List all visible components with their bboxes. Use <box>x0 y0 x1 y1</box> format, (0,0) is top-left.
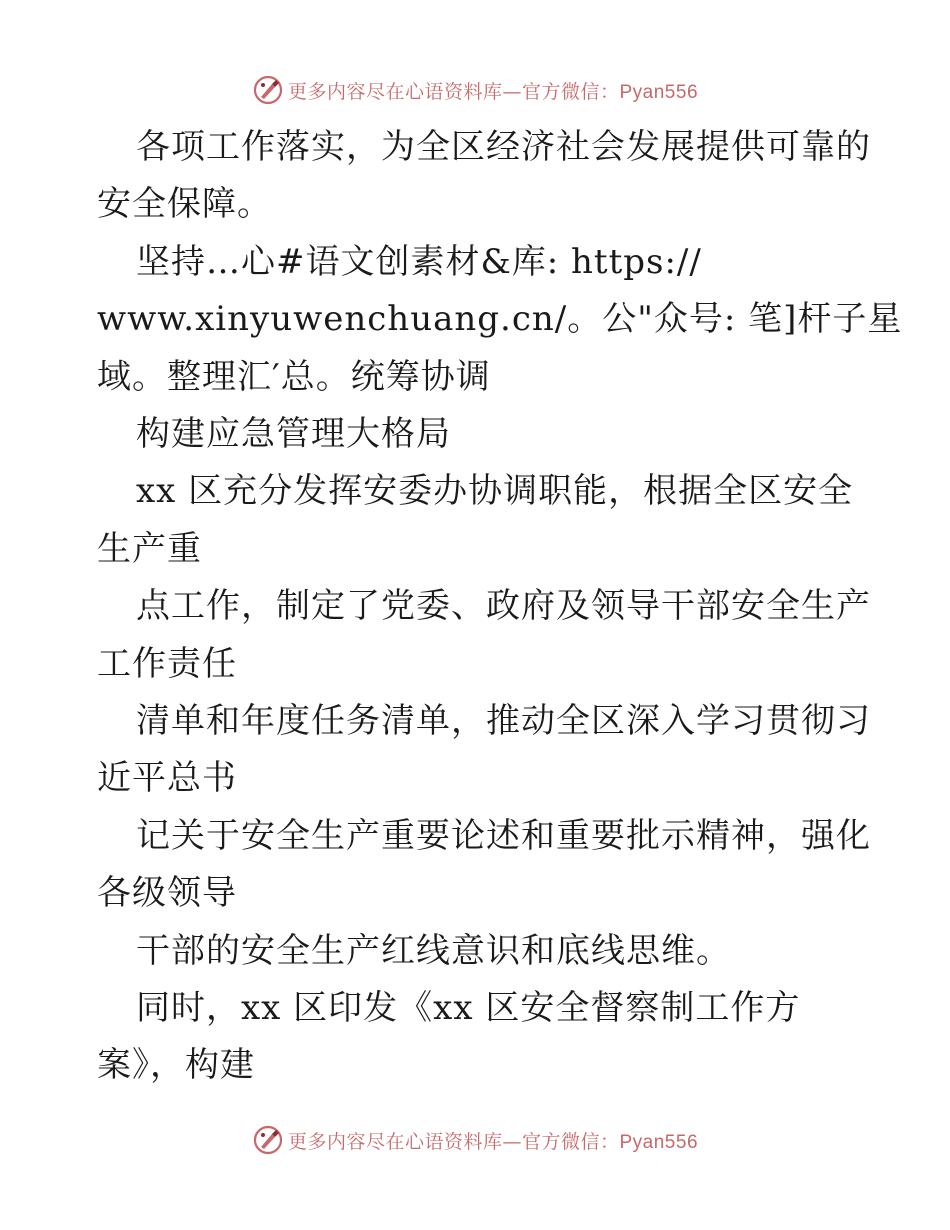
document-line: 构建应急管理大格局 <box>136 414 451 454</box>
document-line: 域。整理汇′总。统筹协调 <box>97 356 491 397</box>
banner-text <box>288 1127 698 1154</box>
footer-banner <box>0 1120 950 1160</box>
document-line: 近平总书 <box>97 758 237 799</box>
document-line: 工作责任 <box>97 643 237 684</box>
document-line: 清单和年度任务清单，推动全区深入学习贯彻习 <box>136 701 871 741</box>
banner-title: 更多内容尽在心语资料库—官方微信： <box>287 80 620 103</box>
document-line: 生产重 <box>97 528 202 569</box>
document-line: 安全保障。 <box>97 184 272 225</box>
banner-wechat-id: Pyan556 <box>619 81 699 103</box>
document-line: 各项工作落实，为全区经济社会发展提供可靠的 <box>136 127 871 167</box>
banner-wechat-id: Pyan556 <box>619 1131 699 1153</box>
document-line: 干部的安全生产红线意识和底线思维。 <box>136 930 731 971</box>
document-line: 点工作，制定了党委、政府及领导干部安全生产 <box>136 586 871 627</box>
document-line: 坚持…心#语文创素材&库: https:// <box>136 241 702 282</box>
document-line: www.xinyuwenchuang.cn/。公"众号: 笔]杆子星 <box>97 299 903 340</box>
document-line: 同时，xx 区印发《xx 区安全督察制工作方 <box>136 988 801 1028</box>
document-line: xx 区充分发挥安委办协调职能，根据全区安全 <box>136 471 854 512</box>
pen-logo-icon <box>252 1124 284 1156</box>
document-line: 各级领导 <box>97 873 237 914</box>
document-line: 案》，构建 <box>97 1045 255 1086</box>
document-line: 记关于安全生产重要论述和重要批示精神，强化 <box>136 815 871 856</box>
banner-title: 更多内容尽在心语资料库—官方微信： <box>287 1130 620 1153</box>
